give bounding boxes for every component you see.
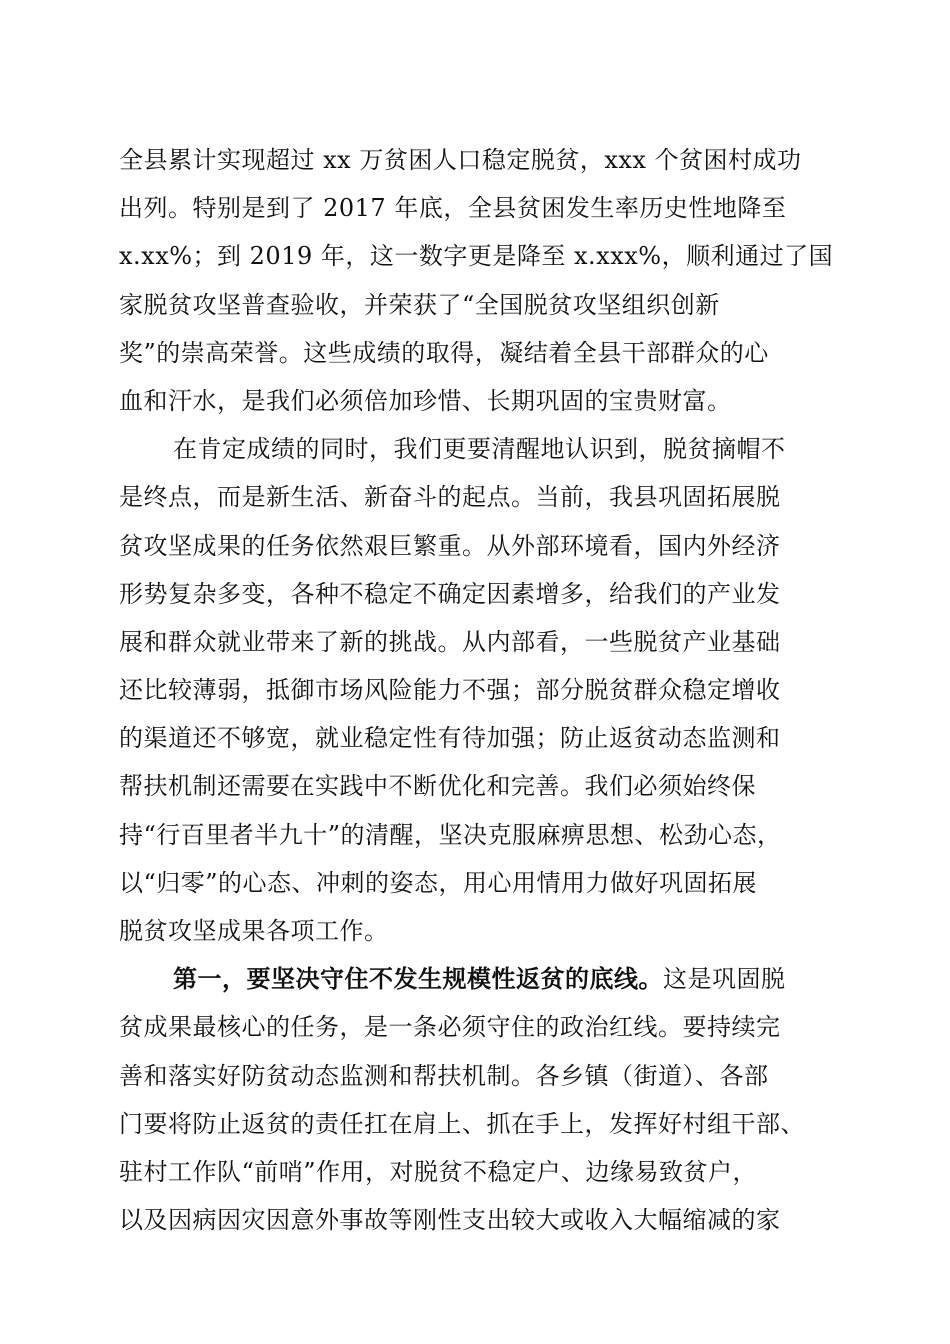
document-body [119,136,834,1244]
text-line: 在肯定成绩的同时，我们更要清醒地认识到，脱贫摘帽不 [173,435,786,464]
text-line: 驻村工作队“前哨”作用，对脱贫不稳定户、边缘易致贫户， [119,1157,758,1186]
text-line: 还比较薄弱，抵御市场风险能力不强；部分脱贫群众稳定增收 [119,676,781,705]
text-line: x.xx%；到 2019 年，这一数字更是降至 x.xxx%，顺利通过了国 [119,242,834,271]
text-line: 家脱贫攻坚普查验收，并荣获了“全国脱贫攻坚组织创新 [119,290,720,319]
text-line: 以及因病因灾因意外事故等刚性支出较大或收入大幅缩减的家 [119,1206,781,1235]
bold-heading-text: 第一，要坚决守住不发生规模性返贫的底线。 [173,964,663,994]
text-line: 门要将防止返贫的责任扛在肩上、抓在手上，发挥好村组干部、 [119,1109,805,1138]
text-line: 全县累计实现超过 xx 万贫困人口稳定脱贫，xxx 个贫困村成功 [119,146,802,174]
text-line: 出列。特别是到了 2017 年底，全县贫困发生率历史性地降至 [119,194,787,223]
text-line: 帮扶机制还需要在实践中不断优化和完善。我们必须始终保 [119,772,756,801]
text-line: 贫成果最核心的任务，是一条必须守住的政治红线。要持续完 [119,1013,781,1042]
text-line [119,955,831,1003]
text-line: 善和落实好防贫动态监测和帮扶机制。各乡镇（街道）、各部 [119,1061,769,1090]
heading-continuation-text: 这是巩固脱 [663,965,786,994]
paragraph-challenges [119,425,831,955]
paragraph-first-task [119,955,831,1244]
text-line: 贫攻坚成果的任务依然艰巨繁重。从外部环境看，国内外经济 [119,531,781,560]
text-line: 血和汗水，是我们必须倍加珍惜、长期巩固的宝贵财富。 [119,386,732,415]
text-line: 持“行百里者半九十”的清醒，坚决克服麻痹思想、松劲心态， [119,820,782,849]
paragraph-achievements [119,136,834,425]
text-line: 脱贫攻坚成果各项工作。 [119,917,389,945]
text-line: 展和群众就业带来了新的挑战。从内部看，一些脱贫产业基础 [119,627,781,656]
text-line: 以“归零”的心态、冲刺的姿态，用心用情用力做好巩固拓展 [119,868,758,897]
text-line: 形势复杂多变，各种不稳定不确定因素增多，给我们的产业发 [119,579,781,608]
text-line: 奖”的崇高荣誉。这些成绩的取得，凝结着全县干部群众的心 [119,338,769,367]
text-line: 是终点，而是新生活、新奋斗的起点。当前，我县巩固拓展脱 [119,483,781,512]
text-line: 的渠道还不够宽，就业稳定性有待加强；防止返贫动态监测和 [119,724,781,753]
